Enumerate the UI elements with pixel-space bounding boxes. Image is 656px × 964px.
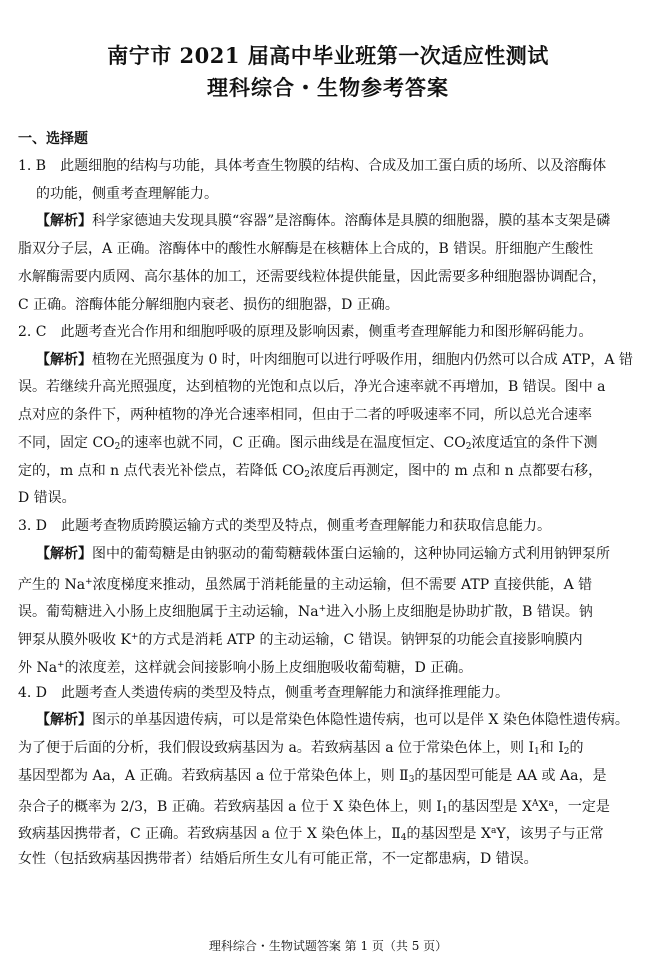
q2-analysis-line2: 误。若继续升高光照强度，达到植物的光饱和点以后，净光合速率就不再增加，B 错误。图中 a (18, 379, 606, 395)
q2-analysis-line4: 不同，固定 $CO_2$的速率也就不同，C 正确。图示曲线是在温度恒定、$CO_2$浓度适宜的条件下测 (18, 435, 598, 452)
q4-analysis-line1: 【解析】图示的单基因遗传病，可以是常染色体隐性遗传病，也可以是伴 X 染色体隐性遗传病。 (36, 712, 629, 728)
q4-analysis-line3: 基因型都为 Aa，A 正确。若致病基因 a 位于常染色体上，则 $Ⅱ_3$的基因型可能是 AA 或 Aa，是 (18, 768, 607, 785)
analysis-tag: 【解析】 (36, 546, 92, 562)
q3-stem-line1: 3. D 此题考查物质跨膜运输方式的类型及特点，侧重考查理解能力和获取信息能力。 (18, 518, 552, 534)
q3-analysis-line1: 【解析】图中的葡萄糖是由钠驱动的葡萄糖载体蛋白运输的，这种协同运输方式利用钠钾泵所 (36, 546, 610, 562)
q4-analysis-line2: 为了便于后面的分析，我们假设致病基因为 a。若致病基因 a 位于常染色体上，则 $Ⅰ_1$和 $Ⅰ_2$的 (18, 740, 584, 757)
section-heading: 一、选择题 (18, 131, 88, 147)
q1-stem-line1: 1. B 此题细胞的结构与功能，具体考查生物膜的结构、合成及加工蛋白质的场所、以及溶酶体 (18, 158, 607, 174)
q3-analysis-line2: 产生的 Na+浓度梯度来推动，虽然属于消耗能量的主动运输，但不需要 ATP 直接供能，A 错 (18, 577, 593, 593)
page-footer: 理科综合・生物试题答案 第 1 页（共 5 页） (208, 939, 448, 953)
q2-analysis-line1: 【解析】植物在光照强度为 0 时，叶肉细胞可以进行呼吸作用，细胞内仍然可以合成 ATP，A 错 (36, 352, 633, 368)
analysis-tag: 【解析】 (36, 213, 92, 229)
q3-analysis-line3: 误。葡萄糖进入小肠上皮细胞属于主动运输，Na+进入小肠上皮细胞是协助扩散，B 错误。钠 (18, 604, 593, 620)
q3-analysis-line5: 外 Na+的浓度差，这样就会间接影响小肠上皮细胞吸收葡萄糖，D 正确。 (18, 660, 473, 676)
q2-stem-line1: 2. C 此题考查光合作用和细胞呼吸的原理及影响因素，侧重考查理解能力和图形解码能力。 (18, 324, 593, 340)
q2-analysis-line6: D 错误。 (18, 490, 76, 506)
q2-analysis-line3: 点对应的条件下，两种植物的净光合速率相同，但由于二者的呼吸速率不同，所以总光合速率 (18, 407, 592, 423)
q4-stem-line1: 4. D 此题考查人类遗传病的类型及特点，侧重考查理解能力和演绎推理能力。 (18, 685, 510, 701)
q4-analysis-line4: 杂合子的概率为 2/3，B 正确。若致病基因 a 位于 X 染色体上，则 $Ⅰ_1$的基因型是 $X^AX^a$，一定是 (18, 799, 610, 816)
q1-analysis-line4: C 正确。溶酶体能分解细胞内衰老、损伤的细胞器，D 正确。 (18, 297, 399, 313)
q1-analysis-line3: 水解酶需要内质网、高尔基体的加工，还需要线粒体提供能量，因此需要多种细胞器协调配合， (18, 269, 606, 285)
q3-analysis-line4: 钾泵从膜外吸收 K+的方式是消耗 ATP 的主动运输，C 错误。钠钾泵的功能会直接影响膜内 (18, 632, 583, 648)
q2-analysis-line5: 定的，m 点和 n 点代表光补偿点，若降低 $CO_2$浓度后再测定，图中的 m 点和 n 点都要右移， (18, 463, 603, 480)
q1-analysis-line2: 脂双分子层，A 正确。溶酶体中的酸性水解酶是在核糖体上合成的，B 错误。肝细胞产生酸性 (18, 241, 594, 257)
exam-title: 南宁市 2021 届高中毕业班第一次适应性测试 (107, 43, 549, 68)
q4-analysis-line6: 女性（包括致病基因携带者）结婚后所生女儿有可能正常，不一定都患病，D 错误。 (18, 851, 538, 867)
q1-analysis-line1: 【解析】科学家德迪夫发现具膜“容器”是溶酶体。溶酶体是具膜的细胞器，膜的基本支架是磷 (36, 213, 611, 229)
analysis-tag: 【解析】 (36, 352, 92, 368)
answer-subtitle: 理科综合・生物参考答案 (207, 75, 449, 100)
q4-analysis-line5: 致病基因携带者，C 正确。若致病基因 a 位于 X 染色体上，$Ⅱ_4$的基因型是 $X^aY$，该男子与正常 (18, 826, 604, 843)
q1-stem-line2: 的功能，侧重考查理解能力。 (36, 186, 218, 202)
analysis-tag: 【解析】 (36, 712, 92, 728)
